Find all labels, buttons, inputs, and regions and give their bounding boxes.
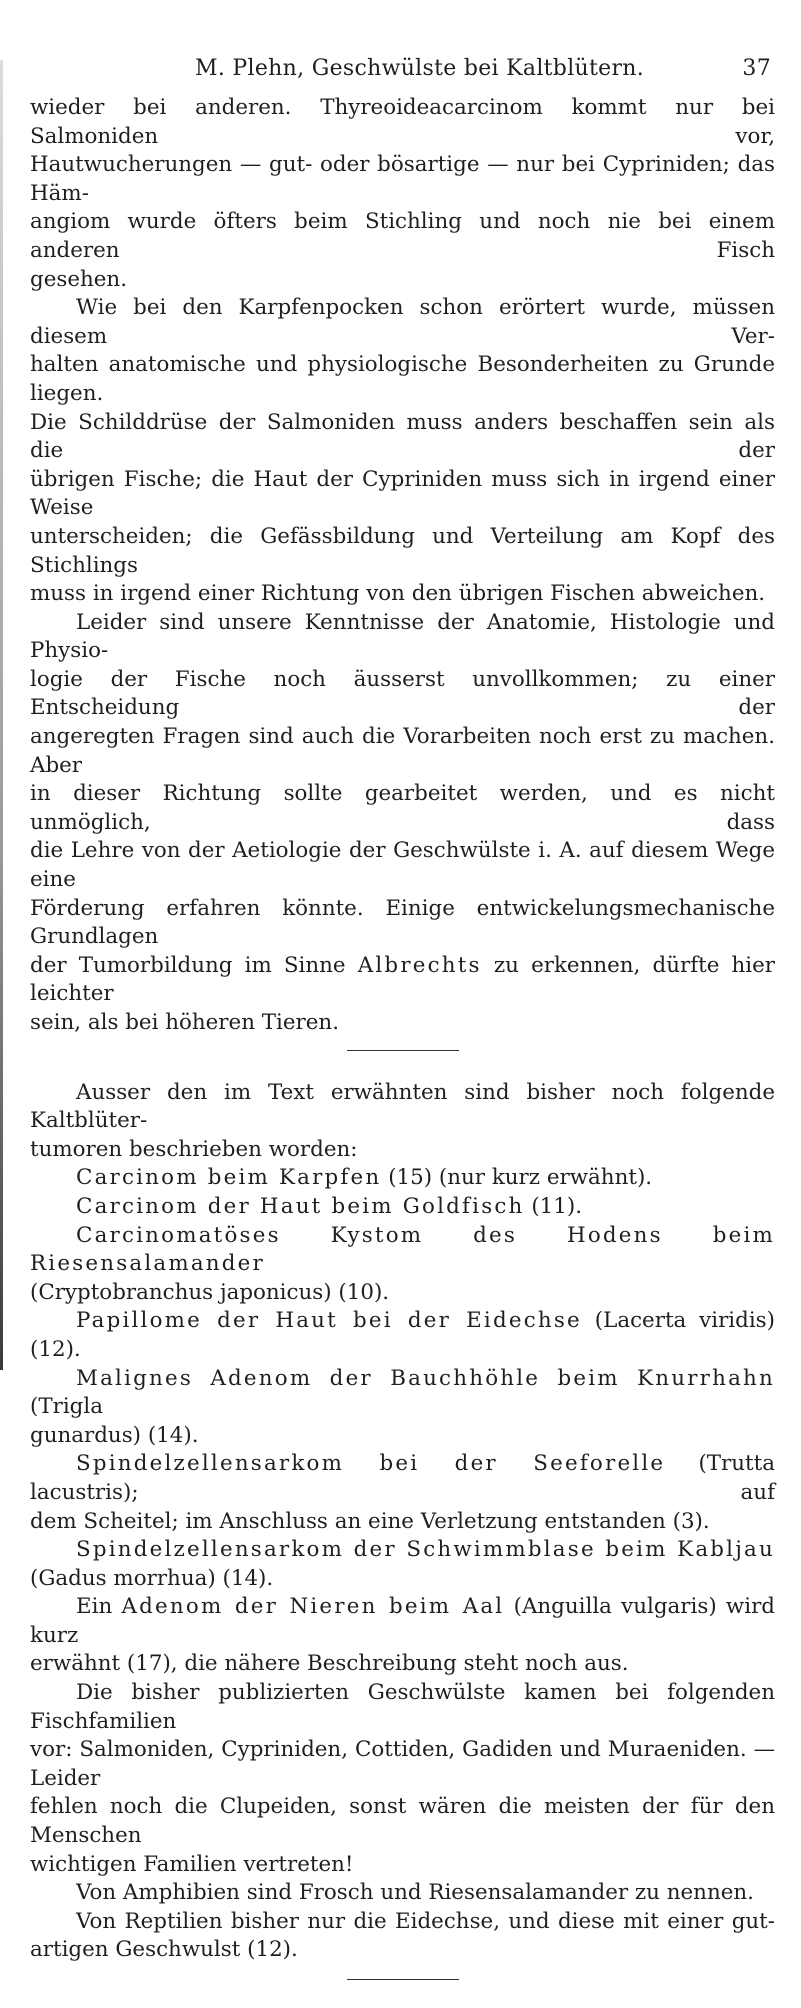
list-item: Spindelzellensarkom der Schwimmblase beim Kabljau: [76, 1537, 775, 1563]
list-item: Papillome der Haut bei der Eidechse (Lacerta viridis) (12).: [30, 1308, 776, 1362]
running-head-title: M. Plehn, Geschwülste bei Kaltblütern.: [195, 56, 645, 81]
paragraph-continuation-end: gesehen.: [30, 266, 127, 292]
list-item: Carcinomatöses Kystom des Hodens beim Riesensalamander: [30, 1222, 775, 1277]
section-divider: [347, 1050, 459, 1051]
list-item: Carcinom beim Karpfen (15) (nur kurz erwähnt).: [76, 1165, 653, 1191]
list-item: Spindelzellensarkom bei der Seeforelle (Trutta lacustris); auf: [30, 1451, 776, 1505]
paragraph-intro-list-end: tumoren beschrieben worden:: [30, 1136, 358, 1162]
paragraph-reptilia-end: artigen Geschwulst (12).: [30, 1937, 298, 1963]
page-body: [30, 94, 775, 2008]
list-item-continuation: (Gadus morrhua) (14).: [30, 1565, 274, 1591]
paragraph-families: Die bisher publizierten Geschwülste kamen bei folgenden Fischfamilien vor: Salmoniden, Cypriniden, Cottiden, Gadiden und Muraeniden. — Leider fehlen noch die Clupeiden, sonst wären die meisten der für den Menschen: [30, 1680, 775, 1849]
list-item: Carcinom der Haut beim Goldfisch (11).: [76, 1193, 583, 1219]
list-item-continuation: dem Scheitel; im Anschluss an eine Verletzung entstanden (3).: [30, 1508, 710, 1534]
paragraph-knowledge-end: sein, als bei höheren Tieren.: [30, 1010, 339, 1035]
paragraph-knowledge: Leider sind unsere Kenntnisse der Anatomie, Histologie und Physio- logie der Fische noch äusserst unvollkommen; zu einer Entscheidung der angeregten Fragen sind auch die Vorarbeiten noch erst zu machen. Aber in dieser Richtung sollte gearbeitet werden, und es nicht unmöglich, dass die Lehre von der Aetiologie der Geschwülste i. A. auf diesem Wege eine Förderung erfahren könnte. Einige entwickelungsmechanische Grundlagen der Tumorbildung im Sinne Albrechts zu erkennen, dürfte hier leichter: [30, 609, 776, 1007]
paragraph-families-end: wichtigen Familien vertreten!: [30, 1851, 354, 1877]
author-name: Albrechts: [357, 952, 482, 978]
paragraph-amphibia: Von Amphibien sind Frosch und Riesensalamander zu nennen.: [76, 1880, 754, 1906]
end-divider: [347, 1979, 459, 1980]
paragraph-anatomy: Wie bei den Karpfenpocken schon erörtert wurde, müssen diesem Ver- halten anatomische und physiologische Besonderheiten zu Grunde liegen. Die Schilddrüse der Salmoniden muss anders beschaffen sein als die der übrigen Fische; die Haut der Cypriniden muss sich in irgend einer Weise unterscheiden; die Gefässbildung und Verteilung am Kopf des Stichlings: [30, 295, 775, 578]
list-item: Malignes Adenom der Bauchhöhle beim Knurrhahn (Trigla: [30, 1365, 775, 1420]
list-item-continuation: (Cryptobranchus japonicus) (10).: [30, 1279, 390, 1305]
paragraph-intro-list: Ausser den im Text erwähnten sind bisher noch folgende Kaltblüter-: [30, 1079, 775, 1134]
list-item-continuation: gunardus) (14).: [30, 1422, 199, 1448]
running-header: [0, 56, 801, 86]
list-item: Ein Adenom der Nieren beim Aal (Anguilla vulgaris) wird kurz: [30, 1594, 775, 1648]
paragraph-reptilia: Von Reptilien bisher nur die Eidechse, und diese mit einer gut-: [76, 1908, 775, 1934]
page-number: 37: [742, 56, 771, 81]
page-edge-shadow: [0, 60, 3, 1370]
list-item-continuation: erwähnt (17), die nähere Beschreibung steht noch aus.: [30, 1651, 629, 1677]
paragraph-anatomy-end: muss in irgend einer Richtung von den übrigen Fischen abweichen.: [30, 581, 766, 607]
paragraph-continuation: wieder bei anderen. Thyreoideacarcinom kommt nur bei Salmoniden vor, Hautwucherungen — gut- oder bösartige — nur bei Cypriniden; das Häm- angiom wurde öfters beim Stichling und noch nie bei einem anderen Fisch: [30, 95, 775, 263]
